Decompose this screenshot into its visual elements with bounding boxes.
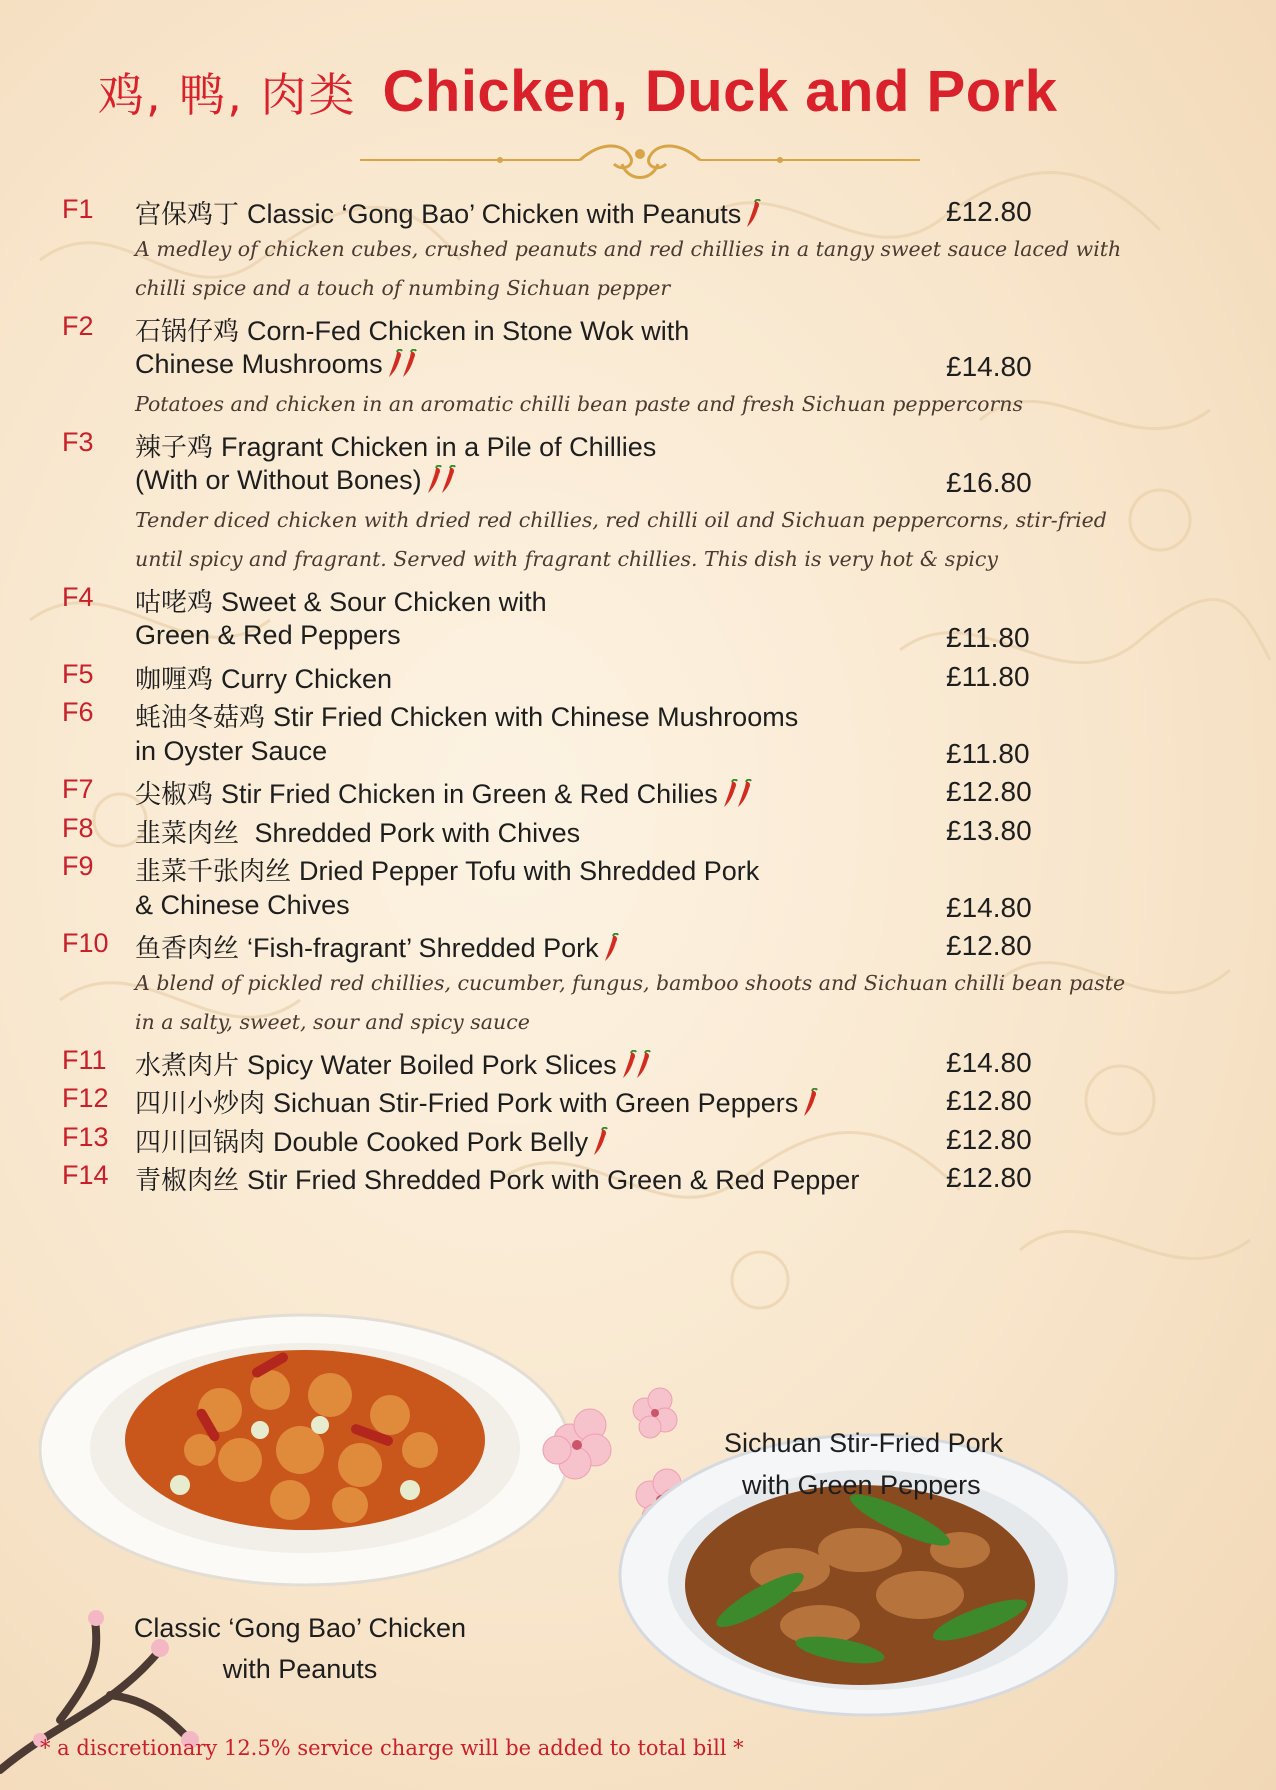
- item-price: £13.80: [946, 814, 1032, 846]
- item-chinese-name: 蚝油冬菇鸡: [135, 703, 266, 733]
- item-chinese-name: 鱼香肉丝: [135, 934, 240, 964]
- item-code: F6: [62, 697, 94, 727]
- chili-spice-icon: [426, 465, 458, 495]
- item-price: £12.80: [946, 1123, 1032, 1155]
- item-name-line: [135, 659, 392, 696]
- item-chinese-name: 咕咾鸡: [135, 587, 214, 618]
- item-english-name: in Oyster Sauce: [135, 735, 328, 766]
- item-code: F8: [62, 812, 94, 843]
- item-english-name: Green & Red Peppers: [135, 620, 401, 650]
- service-charge-note: * a discretionary 12.5% service charge will be added to total bill *: [40, 1736, 744, 1760]
- item-name-line: [135, 427, 656, 464]
- item-english-name: ‘Fish-fragrant’ Shredded Pork: [247, 933, 599, 963]
- item-code: F7: [62, 774, 94, 804]
- item-chinese-name: 宫保鸡丁: [135, 200, 240, 230]
- item-code: F12: [62, 1083, 109, 1113]
- item-code: F4: [62, 581, 94, 612]
- item-description: Potatoes and chicken in an aromatic chilli bean paste and fresh Sichuan peppercorns: [135, 391, 1024, 416]
- chili-spice-icon: [603, 933, 621, 963]
- item-price: £12.80: [946, 196, 1032, 227]
- item-price: £14.80: [946, 351, 1032, 382]
- item-code: F5: [62, 658, 94, 689]
- item-name-line: [135, 349, 419, 380]
- item-name-line: [135, 1083, 820, 1120]
- item-name-line: [135, 890, 350, 921]
- item-name-line: [135, 311, 689, 348]
- item-description: Tender diced chicken with dried red chillies, red chilli oil and Sichuan peppercorns, stir-fried: [135, 507, 1107, 532]
- item-price: £14.80: [946, 1046, 1032, 1078]
- item-price: £12.80: [946, 1162, 1032, 1193]
- photo-caption-right-line1: Sichuan Stir-Fried Pork: [724, 1428, 1004, 1458]
- item-chinese-name: 四川回锅肉: [135, 1127, 266, 1158]
- chili-spice-icon: [745, 199, 763, 229]
- chili-spice-icon: [592, 1127, 610, 1157]
- item-code: F3: [62, 426, 94, 457]
- item-name-line: [135, 194, 763, 231]
- item-code: F1: [62, 194, 94, 224]
- item-name-line: [135, 1045, 653, 1082]
- item-name-line: [135, 928, 621, 965]
- item-description: A medley of chicken cubes, crushed peanuts and red chillies in a tangy sweet sauce laced with: [135, 236, 1122, 261]
- item-english-name: Corn-Fed Chicken in Stone Wok with: [247, 315, 690, 346]
- item-english-name: Double Cooked Pork Belly: [273, 1126, 589, 1157]
- sichuan-pork-photo: [600, 1420, 1130, 1720]
- item-price: £14.80: [946, 891, 1032, 923]
- item-english-name: Sichuan Stir-Fried Pork with Green Peppers: [273, 1088, 799, 1118]
- photo-caption-left-line1: Classic ‘Gong Bao’ Chicken: [133, 1613, 467, 1643]
- item-english-name: Dried Pepper Tofu with Shredded Pork: [299, 856, 760, 886]
- item-name-line: [135, 582, 547, 619]
- chili-spice-icon: [722, 779, 754, 809]
- item-english-name: Sweet & Sour Chicken with: [221, 586, 547, 617]
- item-price: £12.80: [946, 930, 1032, 961]
- item-price: £12.80: [946, 776, 1032, 807]
- item-english-name: Stir Fried Chicken in Green & Red Chilies: [221, 779, 718, 809]
- item-chinese-name: 青椒肉丝: [135, 1166, 240, 1196]
- item-english-name: Curry Chicken: [221, 663, 393, 694]
- item-name-line: [135, 620, 401, 651]
- item-english-name: & Chinese Chives: [135, 889, 350, 920]
- item-chinese-name: 石锅仔鸡: [135, 316, 240, 347]
- item-chinese-name: 咖喱鸡: [135, 664, 214, 695]
- item-chinese-name: 韭菜肉丝: [135, 818, 240, 849]
- item-price: £11.80: [946, 660, 1030, 692]
- item-english-name: Stir Fried Shredded Pork with Green & Red Pepper: [247, 1165, 860, 1195]
- item-description: until spicy and fragrant. Served with fragrant chillies. This dish is very hot & spicy: [135, 546, 998, 571]
- item-code: F11: [62, 1044, 107, 1075]
- item-name-line: [135, 736, 327, 767]
- title-english: Chicken, Duck and Pork: [382, 59, 1058, 124]
- item-code: F2: [62, 310, 94, 341]
- item-price: £12.80: [946, 1085, 1032, 1116]
- item-description: A blend of pickled red chillies, cucumber, fungus, bamboo shoots and Sichuan chilli bean paste: [135, 970, 1126, 995]
- item-code: F9: [62, 851, 94, 881]
- item-english-name: Fragrant Chicken in a Pile of Chillies: [221, 431, 657, 462]
- item-name-line: [135, 774, 754, 811]
- item-name-line: [135, 697, 798, 734]
- item-chinese-name: 韭菜千张肉丝: [135, 857, 292, 887]
- item-english-name: Stir Fried Chicken with Chinese Mushrooms: [273, 702, 799, 732]
- item-code: F10: [62, 928, 109, 958]
- item-english-name: Chinese Mushrooms: [135, 349, 383, 379]
- item-name-line: [135, 813, 580, 850]
- item-english-name: Shredded Pork with Chives: [247, 817, 581, 848]
- item-name-line: [135, 851, 759, 888]
- item-name-line: [135, 1122, 610, 1159]
- item-name-line: [135, 1160, 859, 1197]
- title-chinese: 鸡, 鸭, 肉类: [98, 68, 357, 122]
- item-chinese-name: 四川小炒肉: [135, 1089, 266, 1119]
- item-code: F14: [62, 1160, 109, 1190]
- title-divider-ornament: [360, 142, 920, 188]
- chili-spice-icon: [802, 1088, 820, 1118]
- chili-spice-icon: [621, 1050, 653, 1080]
- item-description: chilli spice and a touch of numbing Sichuan pepper: [135, 275, 671, 300]
- item-english-name: Classic ‘Gong Bao’ Chicken with Peanuts: [247, 199, 742, 229]
- item-chinese-name: 尖椒鸡: [135, 780, 214, 810]
- item-chinese-name: 水煮肉片: [135, 1050, 240, 1081]
- item-name-line: [135, 465, 458, 496]
- chili-spice-icon: [387, 349, 419, 379]
- item-price: £16.80: [946, 467, 1032, 498]
- item-price: £11.80: [946, 737, 1030, 769]
- page-title: [98, 58, 1057, 125]
- item-chinese-name: 辣子鸡: [135, 432, 214, 463]
- item-price: £11.80: [946, 622, 1030, 653]
- item-description: in a salty, sweet, sour and spicy sauce: [135, 1009, 530, 1034]
- item-english-name: Spicy Water Boiled Pork Slices: [247, 1049, 617, 1080]
- photo-caption-right-line2: with Green Peppers: [742, 1470, 981, 1500]
- photo-caption-left-line2: with Peanuts: [222, 1654, 378, 1684]
- gong-bao-chicken-photo: [0, 1300, 640, 1790]
- item-code: F13: [62, 1121, 109, 1152]
- item-english-name: (With or Without Bones): [135, 465, 422, 495]
